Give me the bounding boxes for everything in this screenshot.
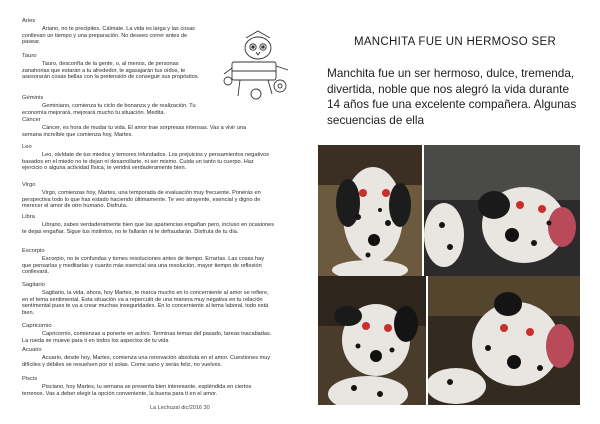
sign-text: Acuario, desde hoy, Martes, comienza una renovación absoluta en el amor. Cuestiones muy difíciles y débiles se resuelven por sí solas. Come sano y serás feliz, no vuelves. (22, 354, 271, 368)
sign-text: Escorpio, no te confundas y tomes resoluciones antes de tiempo. Errarías. Las cosas hay que pensarlas y meditarlas y cuanto más esencial sea una resolución, mayor tiempo de reflexión conllevará. (22, 255, 265, 276)
sign-text: Ariano, no te precipites. Cálmate. La vida es larga y las cosas conllevan un tiempo y una preparación. No desees correr antes de pasear. (22, 25, 195, 46)
sign-text: Pisciano, hoy Martes, tu semana se presenta bien interesante, espléndida en ciertos terrenos. Vas a deber elegir la opción conveniente, la buena para ti en el amor. (22, 383, 252, 397)
article-title: MANCHITA FUE UN HERMOSO SER (353, 36, 557, 48)
sign-tauro (22, 53, 204, 81)
sign-virgo (22, 182, 274, 210)
sign-name: Capricornio (22, 323, 52, 329)
sign-capricornio (22, 323, 274, 344)
sign-text: Capricornio, comienzas a ponerte en activo. Terminas temas del pasado, tareas inacabadas. La rueda se mueve para ti en todos los aspectos de tu vida (22, 330, 272, 344)
sign-name: Escorpio (22, 248, 45, 254)
sign-name: Piscis (22, 376, 38, 382)
page-footer: La Lechuzal dic/2016 30 (150, 405, 210, 411)
dog-photo-1 (318, 145, 422, 276)
owl-illustration (218, 26, 296, 104)
sign-sagitario (22, 282, 274, 317)
sign-text: Geminiano, comienza tu ciclo de bonanza y de realización. Tu economía mejorará, mejorará mucho tu situación. Medita. (22, 102, 196, 116)
sign-text: Leo, olvídate de tus miedos y temores infundados. Los prejuicios y pensamientos negativos basados en el miedo no te dejan ni desarrollarte, ni ser mismo. Cuida un tanto tu cuerpo. Haz ejercicio o alguna actividad física, te vendrá verdaderamente bien. (22, 151, 269, 172)
sign-leo (22, 144, 274, 172)
sign-acuario (22, 347, 274, 368)
sign-libra (22, 214, 274, 235)
sign-name: Libra (22, 214, 35, 220)
sign-escorpio (22, 248, 274, 276)
sign-text: Tauro, desconfía de la gente, o, al menos, de personas zanahorias que estarán a tu alrededor, te agasajarán tus oídos, te asesorarán cosas bellas con la pretensión de conseguir sus propósitos. (22, 60, 200, 81)
sign-name: Géminis (22, 95, 44, 101)
sign-aries (22, 18, 202, 46)
sign-name: Virgo (22, 182, 36, 188)
sign-text: Cáncer, es hora de mudar tu vida. El amor trae sorpresas intensas. Vas a vivir una semana increíble que comienza hoy, Martes. (22, 124, 247, 138)
sign-piscis (22, 376, 274, 397)
sign-text: Librano, sabes verdaderamente bien que las apariencias engañan pero, incluso en ocasiones te dejas engañar. Sigue tus instintos, no te fallarán ni te defraudarán. Disfruta de tu día. (22, 221, 274, 235)
dog-photo-4 (428, 276, 580, 405)
sign-name: Acuario (22, 347, 42, 353)
sign-name: Sagitario (22, 282, 45, 288)
sign-name: Cáncer (22, 117, 41, 123)
dog-photo-3 (318, 276, 426, 405)
sign-name: Aries (22, 18, 36, 24)
article-lead: Manchita fue un ser hermoso, dulce, tremenda, divertida, noble que nos alegró la vida durante 14 años fue una excelente compañera. Algunas secuencias de ella (327, 66, 577, 127)
dog-photo-2 (424, 145, 580, 276)
sign-name: Tauro (22, 53, 37, 59)
sign-geminis (22, 95, 220, 116)
sign-text: Virgo, comienzas hoy, Martes, una temporada de evaluación muy frecuente. Ponérás en perspectiva todo lo que has estado haciendo últimamente. Te veo atrayente, esencial y digno de merecer el amor de otro humano. Disfruta. (22, 189, 261, 210)
sign-cancer (22, 117, 254, 138)
sign-text: Sagitario, la vida, ahora, hoy Martes, te marca mucho en lo concerniente al amor se refiere, en el tema sentimental. Esta situación va a repercutir de una manera muy negativa en tu relación sentimental pues te va a crear muchas inseguridades. En lo concerniente al tema laboral, todo está bien. (22, 289, 269, 317)
sign-name: Leo (22, 144, 32, 150)
